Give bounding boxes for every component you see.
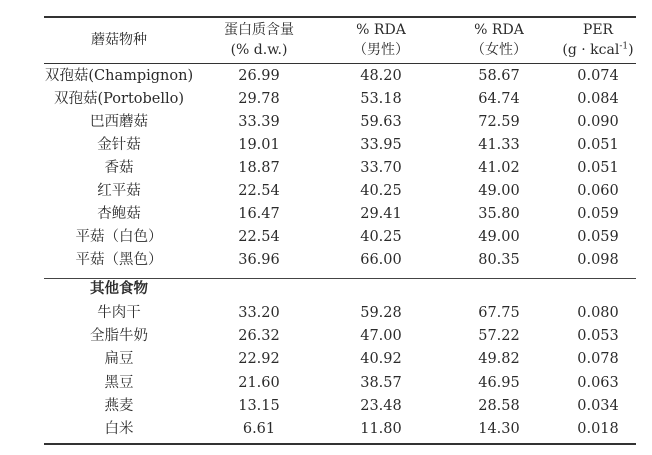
table-cell-food-name: 扁豆 xyxy=(104,351,134,368)
table-cell-protein-value: 33.39 xyxy=(238,114,280,130)
table-cell-protein-value: 26.32 xyxy=(238,328,280,345)
table-cell-protein-value: 21.60 xyxy=(238,374,280,391)
table-cell-rda-male-value: 38.57 xyxy=(360,374,402,391)
table-cell-per-value: 0.074 xyxy=(577,68,619,84)
table-cell-per-value: 0.060 xyxy=(577,183,619,199)
table-cell-protein-value: 13.15 xyxy=(238,397,280,414)
table-cell-rda-female-value: 49.82 xyxy=(478,351,520,368)
table-cell-rda-female-value: 80.35 xyxy=(478,252,520,268)
table-cell-food-name: 牛肉干 xyxy=(97,305,141,321)
table-cell-rda-female-value: 58.67 xyxy=(478,68,520,84)
table-cell-rda-male-value: 47.00 xyxy=(360,328,402,345)
table-cell-rda-female-value: 67.75 xyxy=(478,305,520,321)
table-cell-rda-female-value: 49.00 xyxy=(478,229,520,245)
table-cell-protein-value: 22.54 xyxy=(238,229,280,245)
table-cell-rda-male-value: 40.92 xyxy=(360,351,402,368)
table-cell-protein-value: 36.96 xyxy=(238,252,280,268)
table-cell-per-value: 0.051 xyxy=(577,137,619,153)
table-cell-protein-value: 26.99 xyxy=(238,68,280,84)
table-cell-rda-female-value: 64.74 xyxy=(478,91,520,107)
table-cell-food-name: 巴西蘑菇 xyxy=(90,114,148,130)
table-cell-per-value: 0.018 xyxy=(577,421,619,437)
table-cell-rda-female-value: 35.80 xyxy=(478,206,520,222)
bottom-rule xyxy=(44,443,636,445)
top-rule xyxy=(44,16,636,18)
header-rda-male: % RDA xyxy=(356,22,406,38)
table-cell-per-value: 0.063 xyxy=(577,374,619,391)
table-cell-per-value: 0.034 xyxy=(577,397,619,414)
table-cell-protein-value: 33.20 xyxy=(238,305,280,321)
table-cell-rda-male-value: 33.95 xyxy=(360,137,402,153)
table-cell-per-value: 0.080 xyxy=(577,305,619,321)
table-cell-food-name: 杏鲍菇 xyxy=(97,206,141,222)
header-rda-female-sub: （女性） xyxy=(471,42,527,58)
table-cell-per-value: 0.059 xyxy=(577,229,619,245)
table-cell-rda-female-value: 41.33 xyxy=(478,137,520,153)
table-cell-food-name: 白米 xyxy=(104,421,134,437)
table-cell-protein-value: 18.87 xyxy=(238,160,280,176)
table-cell-rda-male-value: 11.80 xyxy=(360,421,402,437)
table-cell-protein-value: 29.78 xyxy=(238,91,280,107)
table-cell-rda-female-value: 72.59 xyxy=(478,114,520,130)
section-label-other-foods: 其他食物 xyxy=(90,280,148,297)
table-cell-rda-male-value: 40.25 xyxy=(360,183,402,199)
table-cell-rda-male-value: 33.70 xyxy=(360,160,402,176)
table-cell-food-name: 黑豆 xyxy=(104,374,134,391)
table-cell-rda-female-value: 41.02 xyxy=(478,160,520,176)
section-rule xyxy=(44,278,636,279)
table-cell-rda-male-value: 23.48 xyxy=(360,397,402,414)
table-cell-per-value: 0.051 xyxy=(577,160,619,176)
header-rda-male-sub: （男性） xyxy=(353,42,409,58)
table-cell-food-name: 金针菇 xyxy=(97,137,141,153)
table-cell-per-value: 0.059 xyxy=(577,206,619,222)
header-protein: 蛋白质含量 xyxy=(224,22,294,38)
table-cell-rda-female-value: 57.22 xyxy=(478,328,520,345)
table-cell-rda-male-value: 59.63 xyxy=(360,114,402,130)
table-cell-per-value: 0.098 xyxy=(577,252,619,268)
table-cell-rda-male-value: 48.20 xyxy=(360,68,402,84)
table-cell-rda-female-value: 14.30 xyxy=(478,421,520,437)
table-cell-rda-male-value: 53.18 xyxy=(360,91,402,107)
table-cell-rda-male-value: 66.00 xyxy=(360,252,402,268)
table-cell-protein-value: 6.61 xyxy=(242,421,276,437)
header-per-unit: (g · kcal$^{-1}$) xyxy=(562,41,634,58)
header-rule xyxy=(44,63,636,64)
header-protein-unit: (% d.w.) xyxy=(230,42,288,58)
table-cell-rda-female-value: 28.58 xyxy=(478,397,520,414)
table-cell-protein-value: 19.01 xyxy=(238,137,280,153)
table-cell-food-name: 香菇 xyxy=(104,160,134,176)
table-cell-per-value: 0.078 xyxy=(577,351,619,368)
table-cell-food-name: 双孢菇(Portobello) xyxy=(53,91,185,107)
table-cell-protein-value: 16.47 xyxy=(238,206,280,222)
table-cell-food-name: 双孢菇(Champignon) xyxy=(44,68,194,84)
header-species: 蘑菇物种 xyxy=(91,32,147,48)
table-cell-rda-female-value: 46.95 xyxy=(478,374,520,391)
table-cell-per-value: 0.084 xyxy=(577,91,619,107)
table-cell-food-name: 全脂牛奶 xyxy=(90,328,148,345)
table-cell-food-name: 燕麦 xyxy=(104,397,134,414)
table-cell-rda-male-value: 59.28 xyxy=(360,305,402,321)
header-per: PER xyxy=(582,22,614,38)
table-cell-food-name: 平菇（黑色） xyxy=(75,252,163,268)
table-cell-protein-value: 22.92 xyxy=(238,351,280,368)
table-cell-rda-female-value: 49.00 xyxy=(478,183,520,199)
table-cell-per-value: 0.053 xyxy=(577,328,619,345)
table-cell-rda-male-value: 40.25 xyxy=(360,229,402,245)
table-cell-food-name: 平菇（白色） xyxy=(75,229,163,245)
table-cell-protein-value: 22.54 xyxy=(238,183,280,199)
table-cell-per-value: 0.090 xyxy=(577,114,619,130)
table-cell-rda-male-value: 29.41 xyxy=(360,206,402,222)
header-rda-female: % RDA xyxy=(474,22,524,38)
table-cell-food-name: 红平菇 xyxy=(97,183,141,199)
